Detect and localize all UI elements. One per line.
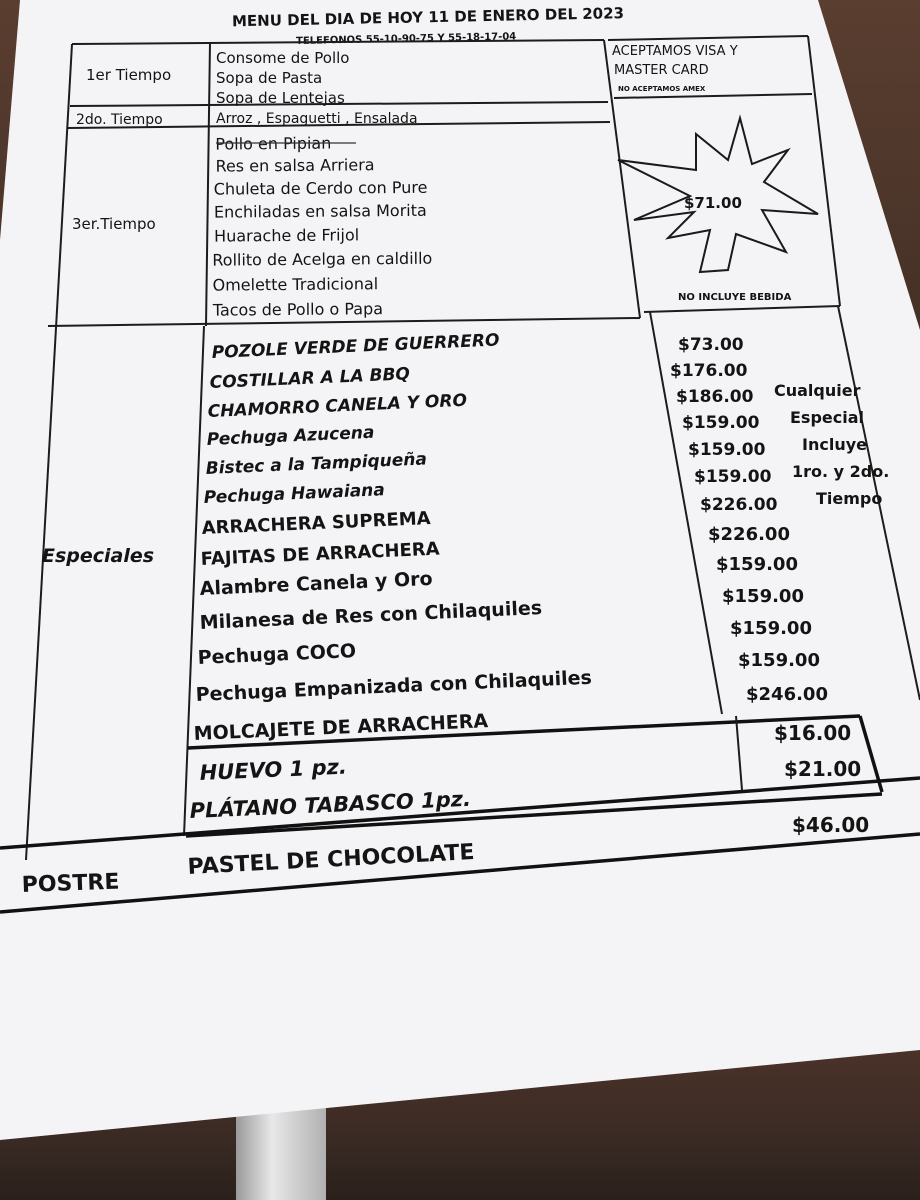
third-course-item: Omelette Tradicional (212, 274, 379, 295)
special-price: $159.00 (722, 586, 804, 607)
menu-title: MENU DEL DIA DE HOY 11 DE ENERO DEL 2023 (231, 4, 625, 31)
third-course-item: Tacos de Pollo o Papa (212, 299, 384, 320)
first-course-item: Consome de Pollo (216, 49, 350, 67)
special-item: Alambre Canela y Oro (199, 567, 434, 600)
third-course-item: Chuleta de Cerdo con Pure (213, 177, 428, 199)
special-price: $176.00 (670, 361, 748, 381)
second-course-item: Arroz , Espaguetti , Ensalada (216, 111, 418, 127)
special-price: $159.00 (738, 650, 820, 671)
set-menu-price: $71.00 (684, 194, 742, 212)
extra-item: PLÁTANO TABASCO 1pz. (189, 786, 472, 823)
side-note-line: Cualquier (774, 381, 861, 400)
special-item: COSTILLAR A LA BBQ (209, 364, 411, 393)
payment-line-1: ACEPTAMOS VISA Y (612, 44, 738, 59)
special-item: POZOLE VERDE DE GUERRERO (211, 330, 500, 363)
first-course-item: Sopa de Lentejas (216, 89, 345, 107)
third-course-item: Res en salsa Arriera (215, 155, 375, 176)
special-price: $159.00 (694, 467, 772, 487)
special-price: $159.00 (730, 618, 812, 639)
specials-label: Especiales (42, 545, 155, 567)
phone-numbers: TELEFONOS 55-10-90-75 Y 55-18-17-04 (295, 31, 517, 48)
special-item: Bistec a la Tampiqueña (205, 449, 428, 479)
payment-line-2: MASTER CARD (614, 63, 709, 78)
third-course-item: Huarache de Frijol (214, 225, 360, 246)
side-note-line: Incluye (802, 435, 867, 454)
special-item: ARRACHERA SUPREMA (201, 508, 431, 539)
special-price: $159.00 (682, 413, 760, 433)
special-price: $186.00 (676, 387, 754, 407)
dessert-name: PASTEL DE CHOCOLATE (187, 839, 476, 880)
menu-grid (0, 36, 920, 912)
second-course-label: 2do. Tiempo (76, 112, 163, 128)
special-item: MOLCAJETE DE ARRACHERA (193, 710, 489, 745)
third-course-item: Enchiladas en salsa Morita (213, 200, 427, 222)
specials-list (193, 330, 592, 745)
special-price: $73.00 (678, 335, 744, 355)
specials-side-note (774, 381, 889, 508)
special-item: Milanesa de Res con Chilaquiles (199, 597, 543, 634)
special-price: $226.00 (708, 524, 790, 545)
extra-item: HUEVO 1 pz. (199, 754, 348, 785)
extra-price: $21.00 (784, 757, 862, 781)
first-course-label: 1er Tiempo (86, 66, 172, 84)
set-menu-note: NO INCLUYE BEBIDA (678, 292, 792, 303)
third-course-item: Rollito de Acelga en caldillo (212, 248, 433, 270)
special-price: $159.00 (716, 554, 798, 575)
side-note-line: Especial (790, 408, 865, 427)
first-course-item: Sopa de Pasta (216, 69, 323, 87)
special-price: $159.00 (688, 440, 766, 460)
special-price: $246.00 (746, 684, 828, 705)
special-item: Pechuga Azucena (206, 422, 375, 450)
special-item: Pechuga Hawaiana (203, 480, 386, 508)
dessert-label: POSTRE (21, 869, 120, 898)
special-price: $226.00 (700, 495, 778, 515)
third-course-label: 3er.Tiempo (72, 215, 156, 233)
third-course-item: Pollo en Pipian (215, 133, 332, 154)
special-item: FAJITAS DE ARRACHERA (200, 538, 441, 570)
special-item: Pechuga COCO (197, 640, 357, 669)
side-note-line: 1ro. y 2do. (792, 462, 890, 481)
special-item: CHAMORRO CANELA Y ORO (207, 390, 468, 422)
special-item: Pechuga Empanizada con Chilaquiles (195, 666, 593, 706)
payment-note: NO ACEPTAMOS AMEX (618, 85, 706, 93)
extra-price: $16.00 (774, 721, 852, 745)
dessert-price: $46.00 (792, 813, 870, 837)
side-note-line: Tiempo (816, 489, 883, 508)
